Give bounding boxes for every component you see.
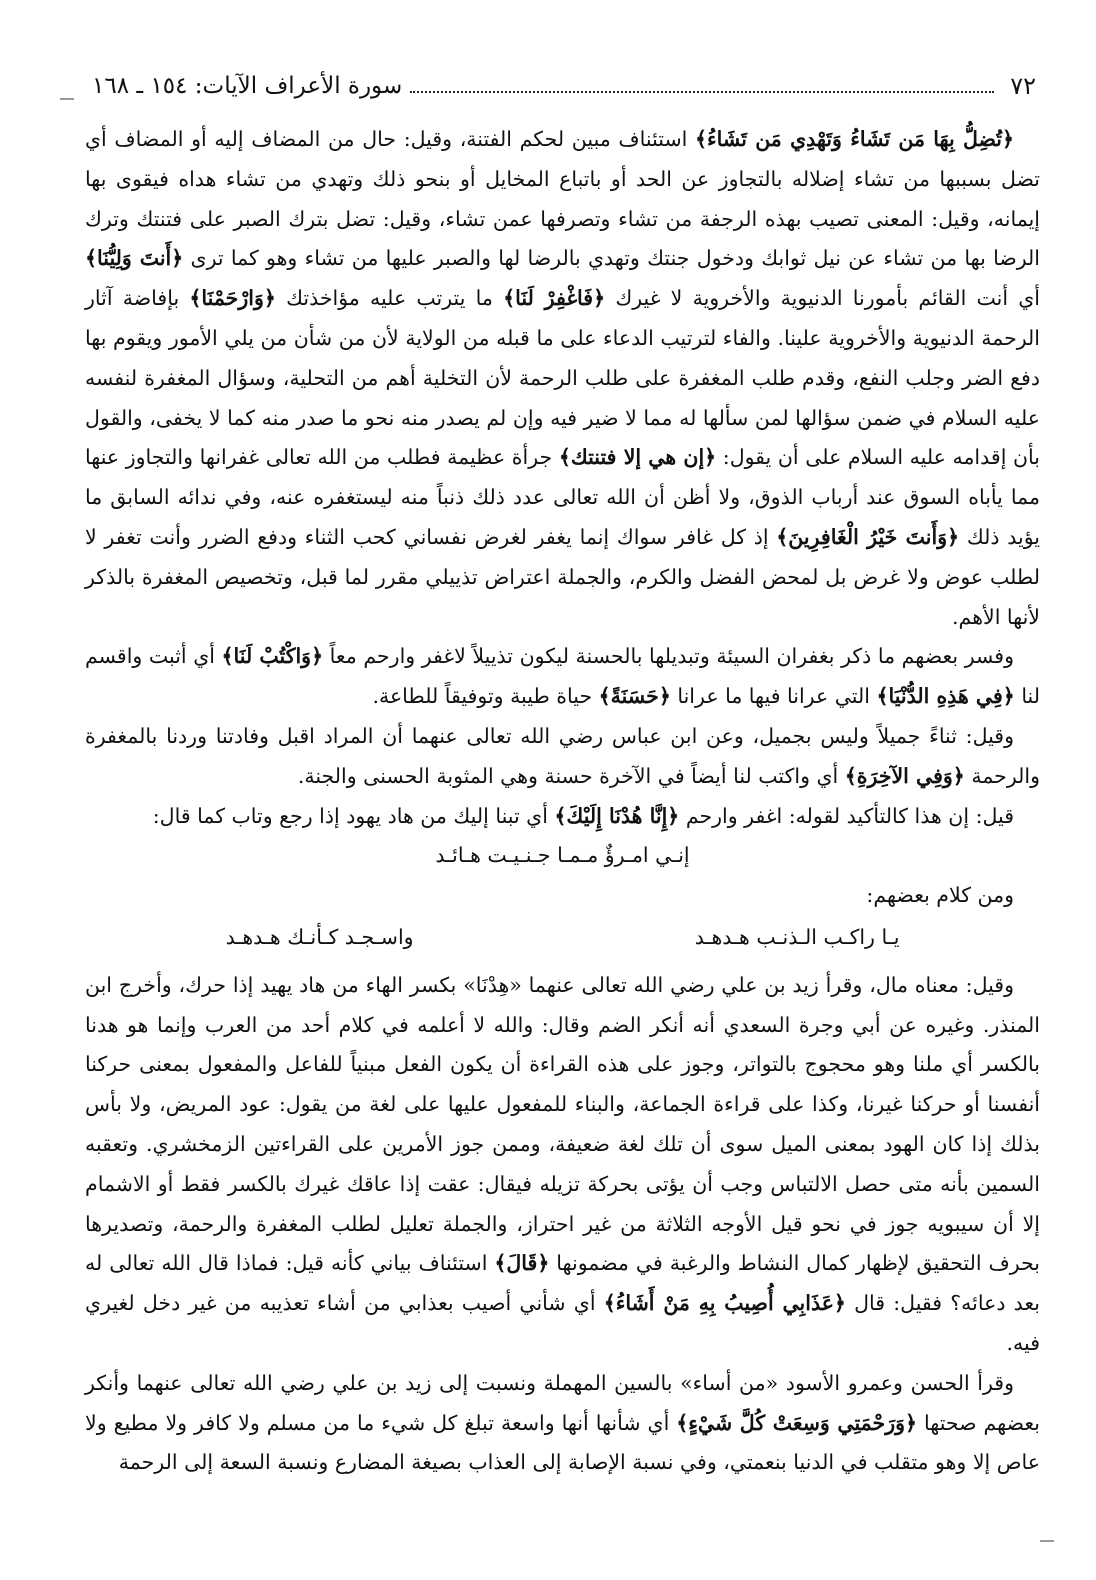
- commentary-text: جرأة عظيمة فطلب من الله تعالى غفرانها والتجاوز عنها مما يأباه السوق عند أرباب الذوق، ولا أظن أن الله تعالى عدد ذلك ذنباً منه ليستغفره عنه، وفي ندائه السابق ما يؤيد ذلك: [85, 445, 1040, 549]
- quran-quote: ﴿إن هي إلا فتنتك﴾: [558, 445, 717, 470]
- quran-quote: ﴿وَارْحَمْنَا﴾: [189, 286, 276, 311]
- commentary-text: التي عرانا فيها ما عرانا: [670, 684, 877, 709]
- commentary-text: استئناف مبين لحكم الفتنة، وقيل: حال من المضاف إليه أو المضاف أي تضل بسببها من تشاء إضلاله بالتجاوز عن الحد أو باتباع المخايل أو بنحو ذلك وتهدي من تشاء هداه فيقوى بها إيمانه، وقيل: المعنى تصيب بهذه الرجفة من تشاء وتصرفها عمن تشاء، وقيل: تضل بترك الصبر على فتنتك وترك الرضا بها من تشاء عن نيل ثوابك ودخول جنتك وتهدي بالرضا لها والصبر عليها من تشاء وهو كما ترى: [85, 127, 1040, 271]
- couplet-second-hemistich: واسـجـد كـأنـك هـدهـد: [225, 924, 414, 949]
- quran-quote: ﴿تُضِلُّ بِهَا مَن تَشَاءُ وَتَهْدِي مَن تَشَاءُ﴾: [695, 127, 1015, 151]
- margin-mark: [1040, 1540, 1054, 1542]
- commentary-text: ما يترتب عليه مؤاخذتك: [275, 286, 504, 311]
- page-number: ٧٢: [1010, 72, 1036, 100]
- poetry-couplet: [85, 918, 1040, 958]
- quran-quote: ﴿إِنَّا هُدْنَا إِلَيْكَ﴾: [554, 803, 680, 828]
- paragraph: [85, 717, 1040, 797]
- quran-quote: ﴿وَأَنتَ خَيْرُ الْغَافِرِينَ﴾: [776, 524, 960, 549]
- running-title: سورة الأعراف الآيات: ١٥٤ ـ ١٦٨: [92, 73, 403, 99]
- commentary-text: وقرأ الحسن وعمرو الأسود «من أساء» بالسين المهملة ونسبت إلى زيد بن علي رضي الله تعالى عنهما وأنكر بعضهم صحتها: [85, 1370, 1040, 1435]
- paragraph: [85, 120, 1040, 637]
- paragraph-group-2: [85, 966, 1040, 1483]
- paragraph-group-1: [85, 120, 1040, 836]
- speech-intro: ومن كلام بعضهم:: [866, 883, 1014, 908]
- quran-quote: ﴿عَذَابِي أُصِيبُ بِهِ مَنْ أَشَاءُ﴾: [603, 1291, 846, 1316]
- commentary-text: وقيل: معناه مال، وقرأ زيد بن علي رضي الله تعالى عنهما «هِدْنَا» بكسر الهاء من هاد يهيد إذا حرك، وأخرج ابن المنذر. وغيره عن أبي وجرة السعدي أنه أنكر الضم وقال: والله لا أعلمه في كلام أحد من العرب وإنما هو هدنا بالكسر أي ملنا وهو محجوج بالتواتر، وجوز على هذه القراءة أن يكون الفعل مبنياً للفاعل والمفعول بمعنى حركنا أنفسنا أو حركنا غيرنا، وكذا على قراءة الجماعة، والبناء للمفعول عليها على لغة من يقول: عود المريض، ولا بأس بذلك إذا كان الهود بمعنى الميل سوى أن تلك لغة ضعيفة، وممن جوز الأمرين على القراءتين الزمخشري. وتعقبه السمين بأنه متى حصل الالتباس وجب أن يؤتى بحركة تزيله فيقال: عقت إذا عاقك غيرك بالكسر فقط أو الاشمام إلا أن سيبويه جوز في نحو قيل الأوجه الثلاثة من غير احتراز، والجملة تعليل لطلب المغفرة والرحمة، وتصديرها بحرف التحقيق لإظهار كمال النشاط والرغبة في مضمونها: [85, 972, 1041, 1276]
- commentary-text: أي شأني أصيب بعذابي من أشاء تعذيبه من غير دخل لغيري فيه.: [85, 1291, 1040, 1355]
- couplet-first-hemistich: يـا راكـب الـذنـب هـدهـد: [694, 924, 900, 949]
- commentary-text: وقيل: ثناءً جميلاً وليس بجميل، وعن ابن عباس رضي الله تعالى عنهما أن المراد اقبل وفادتنا وردنا بالمغفرة والرحمة: [85, 723, 1040, 788]
- commentary-text: وفسر بعضهم ما ذكر بغفران السيئة وتبديلها بالحسنة ليكون تذييلاً لاغفر وارحم معاً: [323, 644, 1014, 669]
- commentary-text: حياة طيبة وتوفيقاً للطاعة.: [372, 684, 599, 709]
- commentary-text: أي تبنا إليك من هاد يهود إذا رجع وتاب كما قال:: [152, 803, 555, 828]
- page-header: [92, 66, 1036, 106]
- commentary-text: استئناف بياني كأنه قيل: فماذا قال الله تعالى له بعد دعائه؟ فقيل: قال: [85, 1251, 1040, 1316]
- commentary-text: أي أثبت واقسم لنا: [85, 644, 1040, 709]
- margin-mark: [60, 98, 74, 100]
- quran-quote: ﴿أَنتَ وَلِيُّنَا﴾: [85, 246, 184, 271]
- quran-quote: ﴿فِي هَذِهِ الدُّنْيَا﴾: [876, 684, 1015, 709]
- quran-quote: ﴿قَالَ﴾: [494, 1251, 550, 1276]
- quran-quote: ﴿حَسَنَةً﴾: [598, 684, 671, 709]
- poetry-verse: إنـي امـرؤٌ مـمـا جـنـيـت هـائـد: [435, 843, 690, 868]
- quran-quote: ﴿فَاغْفِرْ لَنَا﴾: [503, 286, 606, 311]
- paragraph: [85, 637, 1040, 717]
- paragraph: [85, 1364, 1040, 1483]
- commentary-text: أي أنت القائم بأمورنا الدنيوية والأخروية لا غيرك: [605, 286, 1040, 311]
- commentary-text: إذ كل غافر سواك إنما يغفر لغرض نفساني كحب الثناء ودفع الضرر وأنت تغفر لا لطلب عوض ولا غرض بل لمحض الفضل والكرم، والجملة اعتراض تذييلي مقرر لما قبل، وتخصيص المغفرة بالذكر لأنها الأهم.: [85, 524, 1040, 629]
- quran-quote: ﴿وَاكْتُبْ لَنَا﴾: [221, 644, 324, 669]
- header-dot-leader: [410, 91, 994, 93]
- commentary-text: أي واكتب لنا أيضاً في الآخرة حسنة وهي المثوبة الحسنى والجنة.: [297, 763, 845, 788]
- commentary-text: قيل: إن هذا كالتأكيد لقوله: اغفر وارحم: [679, 803, 1014, 828]
- quran-quote: ﴿وَرَحْمَتِي وَسِعَتْ كُلَّ شَيْءٍ﴾: [676, 1410, 918, 1435]
- paragraph: [85, 966, 1040, 1364]
- page-body: [85, 120, 1040, 1483]
- commentary-text: أي شأنها أنها واسعة تبلغ كل شيء ما من مسلم ولا كافر ولا مطيع ولا عاص إلا وهو متقلب في الدنيا بنعمتي، وفي نسبة الإصابة إلى العذاب بصيغة المضارع ونسبة السعة إلى الرحمة: [85, 1410, 1040, 1475]
- quran-quote: ﴿وَفِي الآخِرَةِ﴾: [844, 763, 965, 788]
- commentary-text: بإفاضة آثار الرحمة الدنيوية والأخروية علينا. والفاء لترتيب الدعاء على ما قبله من الولاية لأن من شأن من يلي الأمور ويقوم بها دفع الضر وجلب النفع، وقدم طلب المغفرة على طلب الرحمة لأن التخلية أهم من التحلية، وسؤال المغفرة لنفسه عليه السلام في ضمن سؤالها لمن سألها له مما لا ضير فيه وإن لم يصدر منه نحو ما صدر منه كما لا يخفى، والقول بأن إقدامه عليه السلام على أن يقول:: [85, 286, 1040, 470]
- paragraph: [85, 797, 1040, 837]
